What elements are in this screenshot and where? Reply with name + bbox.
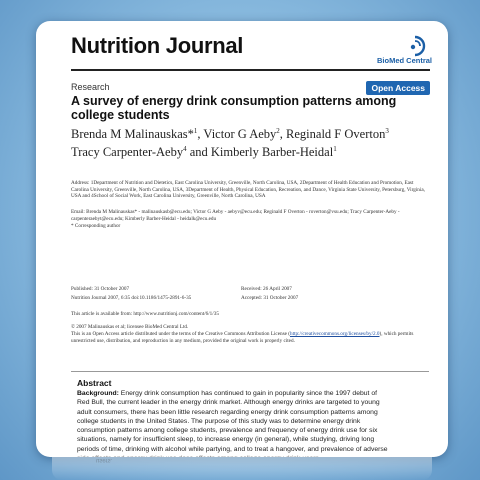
corresponding-author-note: * Corresponding author — [71, 223, 121, 229]
reflection-text: users. — [96, 457, 113, 463]
affiliation-marker: 4 — [183, 145, 187, 154]
author-name: Tracy Carpenter-Aeby — [71, 145, 184, 160]
license-link[interactable]: http://creativecommons.org/licenses/by/2.0 — [289, 330, 380, 337]
author-name: Brenda M Malinauskas* — [71, 127, 194, 142]
license-text: This is an Open Access article distributed under the terms of the Creative Commons Attribution License (http://creativecommons.org/licenses/by/2.0), which permits unrestricted use, distribution, and reproduction in any medium, provided the original work is properly cited. — [71, 330, 414, 344]
open-access-badge: Open Access — [366, 81, 430, 95]
affiliation-marker: 1 — [193, 127, 198, 135]
biomed-central-icon — [404, 35, 426, 57]
affiliation-marker: 2 — [276, 127, 280, 135]
journal-name: Nutrition Journal — [71, 33, 244, 58]
abstract-heading: Abstract — [77, 378, 112, 388]
article-title: A survey of energy drink consumption patterns among college students — [71, 94, 397, 122]
publisher-logo — [352, 35, 432, 71]
page-reflection — [52, 455, 432, 480]
publisher-name: BioMed Central — [376, 56, 432, 65]
section-label: Research — [71, 82, 110, 92]
abstract-background: Background: Energy drink consumption has continued to gain in popularity since the 1997 debut of Red Bull, the current leader in the energy drink market. Although energy drinks are targeted to young adult consumers, there has been little research regarding energy drink consumption patterns among college students in the United States. The purpose of this study was to determine energy drink consumption patterns among college students, prevalence and frequency of energy drink use for six situations, namely for insufficient sleep, to increase energy (in general), while studying, driving long periods of time, drinking with alcohol while partying, and to treat a hangover, and prevalence of adverse — [77, 390, 388, 453]
received-date: Received: 26 April 2007 — [241, 286, 292, 292]
author-list — [71, 124, 426, 160]
affiliation-marker: 1 — [333, 145, 337, 154]
citation: Nutrition Journal 2007, 6:35 doi:10.1186/1475-2891-6-35 — [71, 295, 192, 301]
article-page — [36, 21, 448, 457]
author-emails: Email: Brenda M Malinauskas* - malinauskasb@ecu.edu; Victor G Aeby - aebyv@ecu.edu; Reginald F Overton - roverton@vsu.edu; Tracy Carpenter-Aeby - carpenteraebyt@ecu.edu; Kimberly Barber-Heidal - heidalk@ecu.edu — [71, 209, 400, 222]
published-date: Published: 31 October 2007 — [71, 286, 130, 292]
author-name: , Victor G Aeby — [197, 127, 277, 142]
availability-url: This article is available from: http://www.nutritionj.com/content/6/1/35 — [71, 311, 219, 317]
author-name: , Reginald F Overton — [279, 127, 386, 142]
header-divider — [71, 69, 430, 71]
affiliation-marker: 3 — [385, 127, 389, 135]
copyright-block — [71, 324, 431, 344]
copyright-line: © 2007 Malinauskas et al; licensee BioMed Central Ltd. — [71, 324, 189, 330]
accepted-date: Accepted: 31 October 2007 — [241, 295, 299, 301]
abstract-section — [71, 371, 429, 457]
author-name: and Kimberly Barber-Heidal — [186, 145, 334, 160]
affiliation-address: Address: 1Department of Nutrition and Dietetics, East Carolina University, Greenville, North Carolina, USA, 2Department of Health Education and Promotion, East Carolina University, Greenville, North Carolina, USA, 3Department of Health, Physical Education, Recreation, and Dance, Virginia State University, Petersburg, Virginia, USA and 4School of Social Work, East Carolina University, Greenville, North Carolina, USA — [71, 180, 425, 200]
